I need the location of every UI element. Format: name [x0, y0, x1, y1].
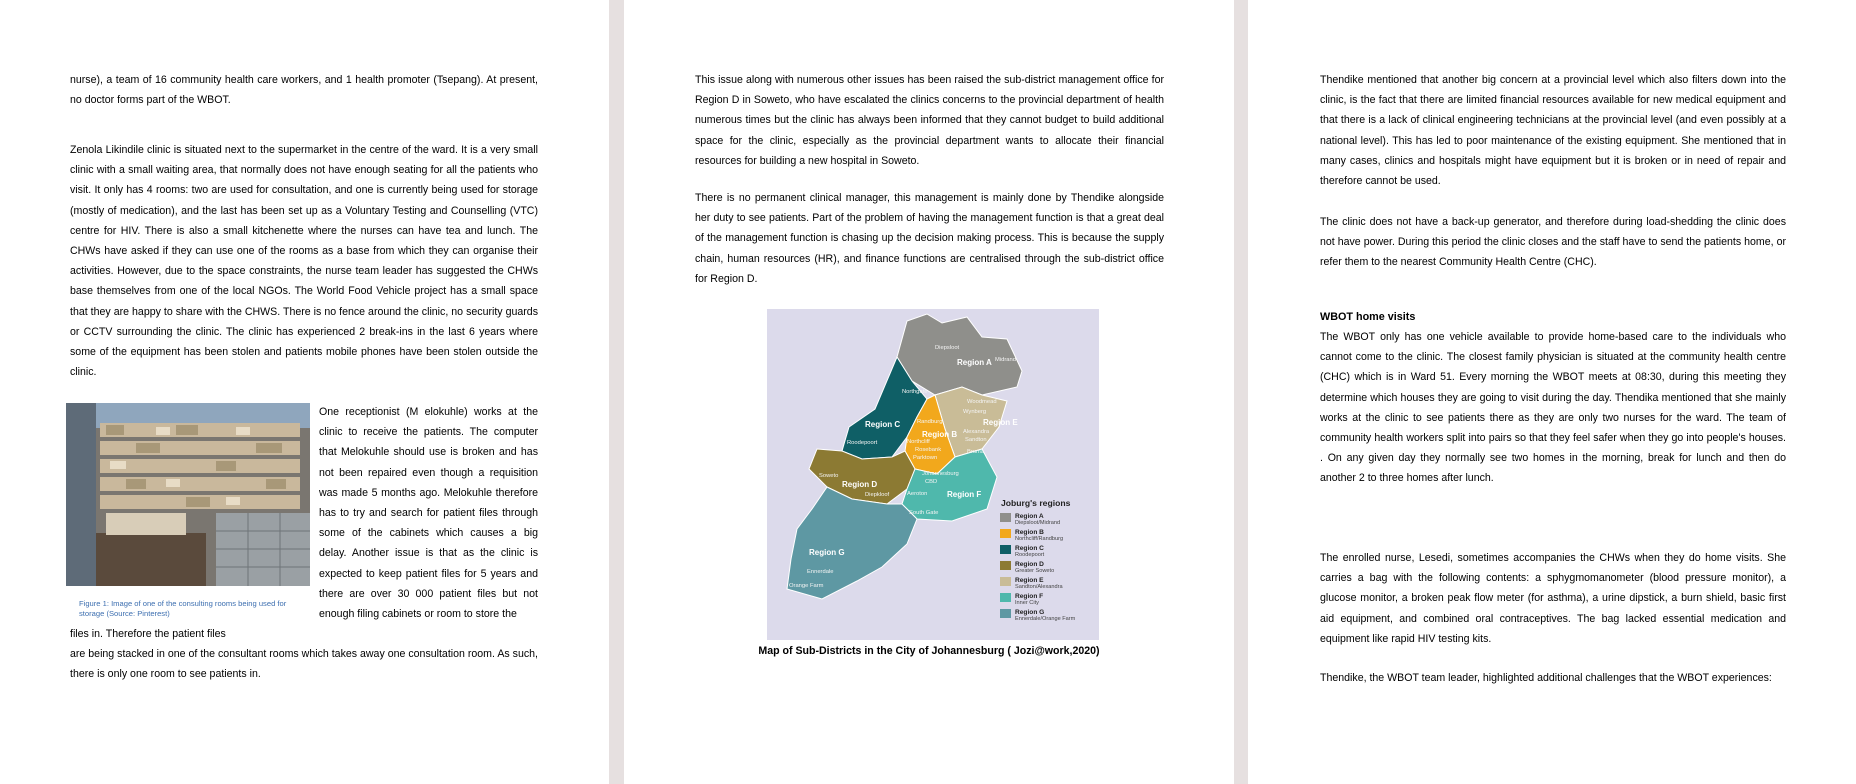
place-cbd: CBD: [925, 479, 938, 485]
place-sandton: Sandton: [965, 437, 987, 443]
legend-swatch-region-g: [1000, 609, 1011, 618]
place-roodepoort: Roodepoort: [847, 440, 878, 446]
document-page-2: [624, 0, 1234, 784]
legend-swatch-region-a: [1000, 513, 1011, 522]
page3-paragraph-4: The enrolled nurse, Lesedi, sometimes accompanies the CHWs when they do home visits. She carries a bag with the following contents: a sphygmomanometer (blood pressure monitor), a glucose monitor, a broken peak flow meter (for asthma), a urine dipstick, a burn shield, basic first aid equipment, and combined oral contraceptives. The bag lacked essential medication and equipment like rapid HIV testing kits.: [1320, 552, 1786, 645]
place-johannesburg: Johannesburg: [922, 471, 959, 477]
place-alexandra: Alexandra: [963, 429, 990, 435]
place-southgate: South Gate: [909, 510, 939, 516]
place-northcliff: Northcliff: [907, 439, 930, 445]
page1-wrapped-paragraph: One receptionist (M elokuhle) works at the clinic to receive the patients. The computer that Melokuhle should use is broken and has not been repaired even though a requisition was made 5 months ago. Melokuhle therefore has to try and search for patient files through some of the cabinets which causes a big delay. Another issue is that as the clinic is expected to keep patient files for 5 years and there are over 30 000 patient files but not enough filing cabinets or room to store the: [319, 406, 538, 621]
place-northgate: Northgate: [902, 389, 928, 395]
page1-wrap-tail: files in. Therefore the patient files: [70, 628, 226, 640]
place-wynberg: Wynberg: [963, 409, 987, 415]
map-label-region-e: Region E: [983, 418, 1018, 427]
legend-areas-region-g: Ennerdale/Orange Farm: [1015, 616, 1076, 622]
legend-name-region-d: Region D: [1015, 561, 1044, 568]
page2-paragraph-2: There is no permanent clinical manager, this management is mainly done by Thendike alongside her duty to see patients. Part of the problem of having the management function is that a great deal of the management function is chasing up the decision making process. This is because the supply chain, human resources (HR), and finance functions are centralised through the sub-district office for Region D.: [695, 192, 1164, 285]
place-orangefarm: Orange Farm: [789, 583, 824, 589]
legend-areas-region-b: Northcliff/Randburg: [1015, 536, 1064, 542]
place-randburg: Randburg: [917, 419, 943, 425]
place-bruma: Bruma: [967, 449, 985, 455]
page2-paragraph-1: This issue along with numerous other issues has been raised the sub-district management office for Region D in Soweto, who have escalated the clinics concerns to the provincial department of health numerous times but the clinic has always been informed that they cannot budget to build additional space for the clinic, especially as the provincial department wants to allocate their financial resources for building a new hospital in Soweto.: [695, 74, 1164, 167]
legend-areas-region-a: Diepsloot/Midrand: [1015, 520, 1061, 526]
map-label-region-a: Region A: [957, 358, 992, 367]
place-ennerdale: Ennerdale: [807, 569, 834, 575]
legend-name-region-c: Region C: [1015, 545, 1044, 552]
legend-swatch-region-c: [1000, 545, 1011, 554]
place-parktown: Parktown: [913, 455, 938, 461]
page1-paragraph-1: nurse), a team of 16 community health care workers, and 1 health promoter (Tsepang). At present, no doctor forms part of the WBOT.: [70, 74, 538, 107]
legend-name-region-f: Region F: [1015, 593, 1044, 600]
page3-paragraph-2: The clinic does not have a back-up generator, and therefore during load-shedding the clinic does not have power. During this period the clinic closes and the staff have to send the patients home, or refer them to the nearest Community Health Centre (CHC).: [1320, 216, 1786, 269]
map-label-region-c: Region C: [865, 420, 901, 429]
map-label-region-b: Region B: [922, 430, 958, 439]
document-page-1: [0, 0, 609, 784]
legend-name-region-b: Region B: [1015, 529, 1044, 536]
legend-name-region-a: Region A: [1015, 513, 1044, 520]
place-woodmead: Woodmead: [967, 399, 997, 405]
map-caption: Map of Sub-Districts in the City of Johannesburg ( Jozi@work,2020): [758, 645, 1100, 657]
legend-areas-region-e: Sandton/Alexandra: [1015, 584, 1063, 590]
legend-swatch-region-d: [1000, 561, 1011, 570]
map-legend-title: Joburg's regions: [1001, 498, 1071, 508]
legend-areas-region-d: Greater Soweto: [1015, 568, 1055, 574]
map-label-region-g: Region G: [809, 548, 845, 557]
place-diepsloot: Diepsloot: [935, 345, 960, 351]
document-page-3: [1248, 0, 1856, 784]
figure-caption: Figure 1: Image of one of the consulting rooms being used for storage (Source: Pinterest): [79, 599, 287, 618]
place-diepkloof: Diepkloof: [865, 492, 890, 498]
storage-room-photo: [66, 403, 310, 586]
place-midrand: Midrand: [995, 357, 1016, 363]
page3-paragraph-5: Thendike, the WBOT team leader, highlighted additional challenges that the WBOT experiences:: [1320, 672, 1772, 684]
legend-areas-region-f: Inner City: [1015, 600, 1039, 606]
place-aeroton: Aeroton: [907, 491, 928, 497]
page1-paragraph-3: are being stacked in one of the consultant rooms which takes away one consultation room. As such, there is only one room to see patients in.: [70, 648, 538, 681]
legend-name-region-e: Region E: [1015, 577, 1044, 584]
page1-paragraph-2: Zenola Likindile clinic is situated next to the supermarket in the centre of the ward. It is a very small clinic with a small waiting area, that normally does not have enough seating for all the patients who visit. It only has 4 rooms: two are used for consultation, and one is currently being used for storage (mostly of medication), and the last has been set up as a Voluntary Testing and Counselling (VTC) centre for HIV. There is also a small kitchenette where the nurses can have tea and lunch. The CHWs have asked if they can use one of the rooms as a base from which they can organise their activities. However, due to the space constraints, the nurse team leader has suggested the CHWs base themselves from one of the local NGOs. The World Food Vehicle project has a small space that they are happy to share with the CHWS. There is no fence around the clinic, no security guards or CCTV surrounding the clinic. The clinic has experienced 2 break-ins in the last 6 years where some of the equipment has been stolen and patients mobile phones have been stolen outside the clinic.: [70, 144, 538, 379]
legend-name-region-g: Region G: [1015, 609, 1045, 616]
page3-paragraph-3: The WBOT only has one vehicle available to provide home-based care to the individuals who cannot come to the clinic. The closest family physician is situated at the community health centre (CHC) which is in Ward 51. Every morning the WBOT meets at 08:30, during this meeting they determine which houses they are going to visit during the day. Thendika mentioned that she mainly works at the clinic to see patients there as they are only two nurses for the ward. The team of community health workers split into pairs so that they feel safer when they go into people's houses. . On any given day they normally see two homes in the morning, break for lunch and then do another 2 to three homes after lunch.: [1320, 331, 1786, 485]
region-a-shape: [897, 314, 1022, 395]
section-heading-home-visits: WBOT home visits: [1320, 311, 1416, 323]
place-rosebank: Rosebank: [915, 447, 942, 453]
johannesburg-regions-map: [767, 309, 1099, 640]
place-soweto: Soweto: [819, 473, 839, 479]
map-label-region-d: Region D: [842, 480, 878, 489]
map-label-region-f: Region F: [947, 490, 982, 499]
legend-swatch-region-f: [1000, 593, 1011, 602]
legend-areas-region-c: Roodepoort: [1015, 552, 1045, 558]
legend-swatch-region-e: [1000, 577, 1011, 586]
page3-paragraph-1: Thendike mentioned that another big concern at a provincial level which also filters down into the clinic, is the fact that there are limited financial resources available for new medical equipment and that there is a lack of clinical engineering technicians at the provincial level (and even possibly at a national level). This has led to poor maintenance of the existing equipment. She mentioned that in many cases, clinics and hospitals might have equipment but it is broken or in need of repair and therefore cannot be used.: [1320, 74, 1786, 188]
map-legend: [1000, 513, 1076, 622]
legend-swatch-region-b: [1000, 529, 1011, 538]
